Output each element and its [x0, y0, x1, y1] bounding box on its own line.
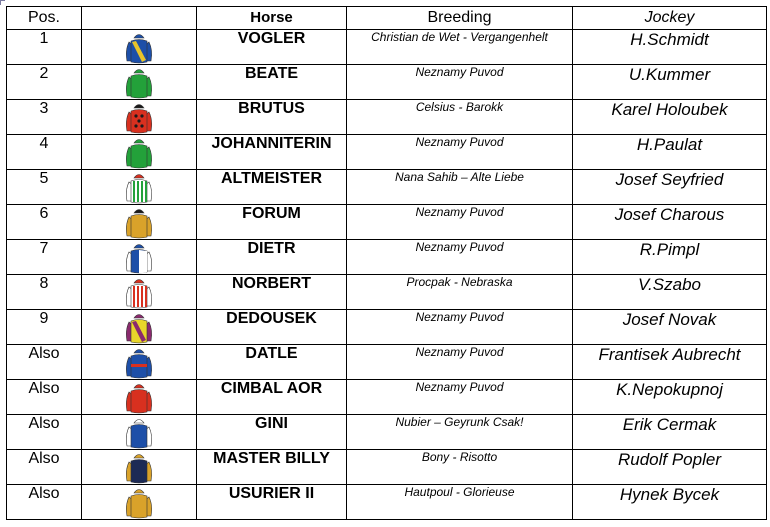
header-row: [7, 7, 767, 30]
horse-name-cell: DATLE: [197, 345, 347, 380]
horse-name-cell: MASTER BILLY: [197, 450, 347, 485]
breeding-cell: Procpak - Nebraska: [347, 275, 573, 310]
horse-name-cell: ALTMEISTER: [197, 170, 347, 205]
table-row: [7, 240, 767, 275]
table-row: [7, 415, 767, 450]
table-row: [7, 100, 767, 135]
horse-name-cell: VOGLER: [197, 30, 347, 65]
jockey-silks-icon: [124, 345, 154, 379]
table-row: [7, 30, 767, 65]
horse-name-cell: FORUM: [197, 205, 347, 240]
table-row: [7, 65, 767, 100]
breeding-cell: Nubier – Geyrunk Csak!: [347, 415, 573, 450]
jockey-cell: Erik Cermak: [573, 415, 767, 450]
horse-name-cell: JOHANNITERIN: [197, 135, 347, 170]
header-silks: [82, 7, 197, 30]
breeding-cell: Celsius - Barokk: [347, 100, 573, 135]
breeding-cell: Hautpoul - Glorieuse: [347, 485, 573, 520]
horse-name-cell: DEDOUSEK: [197, 310, 347, 345]
silk-cell: [82, 170, 197, 205]
pos-cell: 4: [7, 135, 82, 170]
silk-cell: [82, 485, 197, 520]
jockey-cell: Karel Holoubek: [573, 100, 767, 135]
table-row: [7, 450, 767, 485]
breeding-cell: Neznamy Puvod: [347, 345, 573, 380]
header-jockey: Jockey: [573, 7, 767, 30]
jockey-silks-icon: [124, 65, 154, 99]
jockey-cell: Josef Seyfried: [573, 170, 767, 205]
jockey-cell: V.Szabo: [573, 275, 767, 310]
pos-cell: 7: [7, 240, 82, 275]
jockey-cell: H.Paulat: [573, 135, 767, 170]
pos-cell: 8: [7, 275, 82, 310]
header-pos: Pos.: [7, 7, 82, 30]
breeding-cell: Neznamy Puvod: [347, 205, 573, 240]
breeding-cell: Christian de Wet - Vergangenhelt: [347, 30, 573, 65]
pos-cell: Also: [7, 415, 82, 450]
silk-cell: [82, 380, 197, 415]
pos-cell: 3: [7, 100, 82, 135]
jockey-cell: Josef Charous: [573, 205, 767, 240]
jockey-silks-icon: [124, 240, 154, 274]
breeding-cell: Neznamy Puvod: [347, 135, 573, 170]
jockey-cell: Hynek Bycek: [573, 485, 767, 520]
breeding-cell: Bony - Risotto: [347, 450, 573, 485]
pos-cell: 6: [7, 205, 82, 240]
jockey-silks-icon: [124, 485, 154, 519]
race-results-table: [6, 6, 767, 520]
jockey-cell: Josef Novak: [573, 310, 767, 345]
pos-cell: 9: [7, 310, 82, 345]
silk-cell: [82, 240, 197, 275]
document-corner-marker: [0, 0, 5, 5]
table-row: [7, 135, 767, 170]
pos-cell: Also: [7, 345, 82, 380]
jockey-silks-icon: [124, 100, 154, 134]
breeding-cell: Neznamy Puvod: [347, 310, 573, 345]
jockey-cell: K.Nepokupnoj: [573, 380, 767, 415]
silk-cell: [82, 100, 197, 135]
jockey-silks-icon: [124, 30, 154, 64]
silk-cell: [82, 345, 197, 380]
silk-cell: [82, 275, 197, 310]
silk-cell: [82, 135, 197, 170]
pos-cell: Also: [7, 380, 82, 415]
jockey-cell: Rudolf Popler: [573, 450, 767, 485]
breeding-cell: Neznamy Puvod: [347, 65, 573, 100]
silk-cell: [82, 30, 197, 65]
breeding-cell: Neznamy Puvod: [347, 240, 573, 275]
header-horse: Horse: [197, 7, 347, 30]
jockey-cell: R.Pimpl: [573, 240, 767, 275]
breeding-cell: Nana Sahib – Alte Liebe: [347, 170, 573, 205]
breeding-cell: Neznamy Puvod: [347, 380, 573, 415]
silk-cell: [82, 65, 197, 100]
horse-name-cell: BEATE: [197, 65, 347, 100]
table-row: [7, 275, 767, 310]
jockey-silks-icon: [124, 205, 154, 239]
jockey-silks-icon: [124, 415, 154, 449]
jockey-silks-icon: [124, 135, 154, 169]
pos-cell: Also: [7, 485, 82, 520]
silk-cell: [82, 450, 197, 485]
jockey-silks-icon: [124, 275, 154, 309]
horse-name-cell: DIETR: [197, 240, 347, 275]
horse-name-cell: BRUTUS: [197, 100, 347, 135]
jockey-silks-icon: [124, 450, 154, 484]
jockey-silks-icon: [124, 380, 154, 414]
jockey-silks-icon: [124, 170, 154, 204]
horse-name-cell: CIMBAL AOR: [197, 380, 347, 415]
pos-cell: 5: [7, 170, 82, 205]
jockey-silks-icon: [124, 310, 154, 344]
silk-cell: [82, 415, 197, 450]
jockey-cell: H.Schmidt: [573, 30, 767, 65]
pos-cell: 2: [7, 65, 82, 100]
table-row: [7, 205, 767, 240]
jockey-cell: Frantisek Aubrecht: [573, 345, 767, 380]
horse-name-cell: NORBERT: [197, 275, 347, 310]
silk-cell: [82, 310, 197, 345]
table-row: [7, 380, 767, 415]
pos-cell: 1: [7, 30, 82, 65]
jockey-cell: U.Kummer: [573, 65, 767, 100]
horse-name-cell: USURIER II: [197, 485, 347, 520]
header-breeding: Breeding: [347, 7, 573, 30]
table-row: [7, 310, 767, 345]
silk-cell: [82, 205, 197, 240]
table-row: [7, 170, 767, 205]
table-row: [7, 345, 767, 380]
pos-cell: Also: [7, 450, 82, 485]
horse-name-cell: GINI: [197, 415, 347, 450]
table-row: [7, 485, 767, 520]
